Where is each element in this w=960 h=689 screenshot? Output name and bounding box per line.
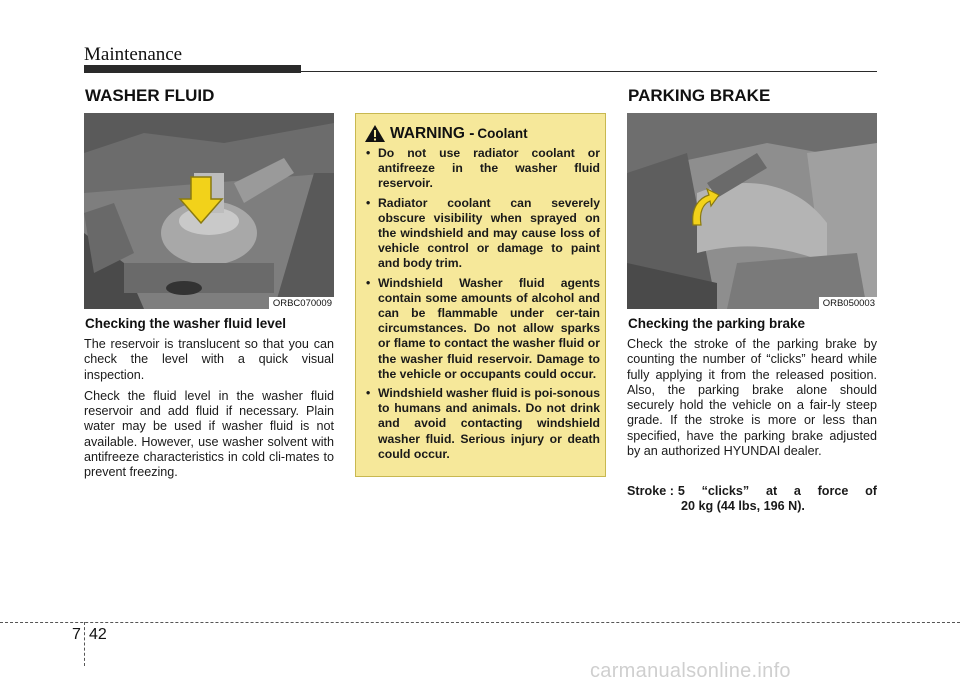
parking-brake-photo <box>627 113 877 309</box>
spec-line-1: 5 “clicks” at a force of <box>677 484 877 498</box>
spec-label: Stroke : <box>627 484 674 498</box>
washer-paragraph-2: Check the fluid level in the washer fluid reservoir and add fluid if necessary. Plain water may be used if washer fluid is not available. However, use washer solvent with antifreeze characteristics in cold cli-mates to prevent freezing. <box>84 388 334 480</box>
page-number: 42 <box>89 626 107 643</box>
warning-header <box>364 124 528 143</box>
warning-item: • Windshield washer fluid is poi-sonous to humans and animals. Do not drink and avoid contacting windshield washer fluid. Serious injury or death could occur. <box>366 386 600 461</box>
footer-rule <box>0 622 960 623</box>
watermark: carmanualsonline.info <box>590 660 791 682</box>
warning-box <box>355 113 606 477</box>
washer-photo-code: ORBC070009 <box>269 297 334 309</box>
parking-paragraph: Check the stroke of the parking brake by counting the number of “clicks” heard while fully applying it from the released position. Also, the parking brake alone should securely hold the vehicle on a fair-ly steep grade. If the stroke is more or less than specified, have the parking brake adjusted by an authorized HYUNDAI dealer. <box>627 337 877 459</box>
washer-paragraph-1: The reservoir is translucent so that you can check the level with a quick visual inspection. <box>84 337 334 382</box>
parking-photo-code: ORB050003 <box>819 297 877 309</box>
spec-line-2: 20 kg (44 lbs, 196 N). <box>681 499 805 514</box>
warning-item: • Radiator coolant can severely obscure visibility when sprayed on the windshield and may cause loss of vehicle control or damage to paint and body trim. <box>366 195 600 271</box>
parking-section-title: PARKING BRAKE <box>628 86 771 105</box>
footer-divider <box>84 622 85 666</box>
washer-subheading: Checking the washer fluid level <box>85 316 287 331</box>
warning-item: • Windshield Washer fluid agents contain some amounts of alcohol and can be flammable under cer-tain circumstances. Do not allow sparks or flame to contact the washer fluid or the washer fluid reservoir. Damage to the vehicle or occupants could occur. <box>366 275 600 381</box>
washer-reservoir-photo <box>84 113 334 309</box>
washer-body <box>84 337 334 487</box>
warning-subtitle: Coolant <box>477 126 528 141</box>
warning-triangle-icon <box>364 124 386 143</box>
parking-body <box>627 337 877 465</box>
warning-list <box>364 146 600 466</box>
warning-title: WARNING - <box>390 124 475 142</box>
washer-section-title: WASHER FLUID <box>85 86 215 105</box>
chapter-title: Maintenance <box>84 44 183 65</box>
chapter-number: 7 <box>72 626 81 643</box>
warning-item: • Do not use radiator coolant or antifreeze in the washer fluid reservoir. <box>366 146 600 191</box>
header-rule <box>84 71 877 72</box>
parking-subheading: Checking the parking brake <box>628 316 806 331</box>
parking-spec <box>627 484 877 515</box>
